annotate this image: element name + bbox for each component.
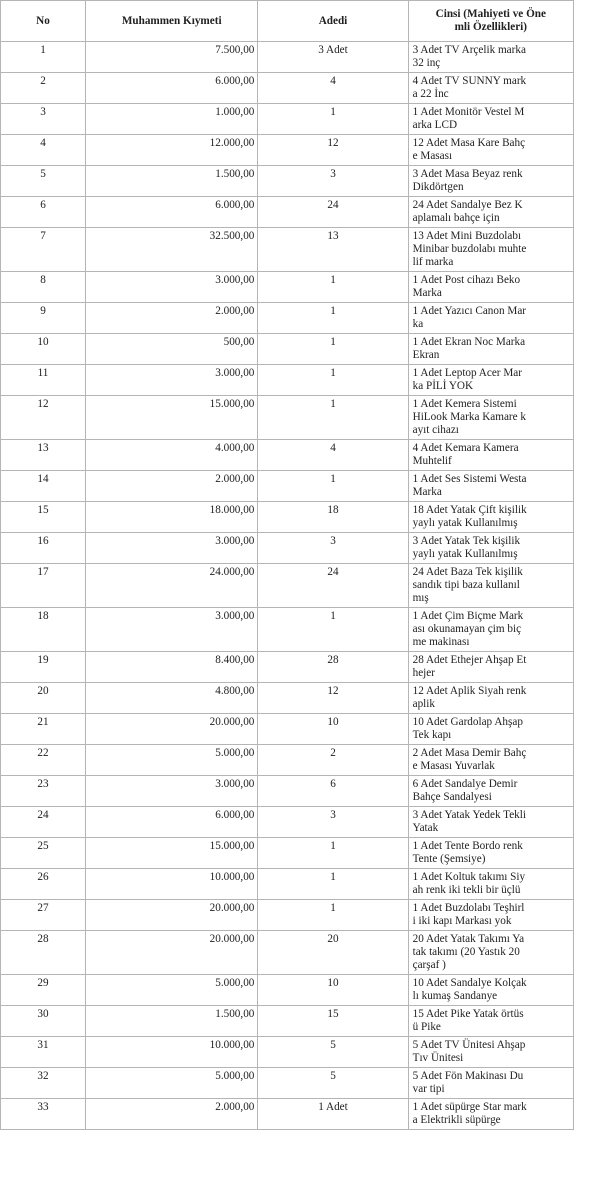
description-line: 13 Adet Mini Buzdolabı	[412, 230, 522, 242]
cell-quantity: 3	[258, 533, 408, 564]
cell-no: 11	[1, 365, 86, 396]
cell-quantity: 1	[258, 471, 408, 502]
description-line: 1 Adet Ekran Noc Marka	[412, 336, 526, 348]
description-line: 1 Adet Buzdolabı Teşhirl	[412, 902, 525, 914]
header-description-line1: Cinsi (Mahiyeti ve Öne	[435, 8, 546, 20]
cell-no: 14	[1, 471, 86, 502]
cell-value: 3.000,00	[86, 533, 258, 564]
description-line: 5 Adet TV Ünitesi Ahşap	[412, 1039, 526, 1051]
table-row	[1, 166, 574, 197]
header-quantity: Adedi	[258, 1, 408, 42]
cell-description	[408, 334, 573, 365]
description-line: 20 Adet Yatak Takımı Ya	[412, 933, 525, 945]
cell-no: 15	[1, 502, 86, 533]
table-row	[1, 1068, 574, 1099]
description-line: 1 Adet Koltuk takımı Siy	[412, 871, 526, 883]
cell-no: 30	[1, 1006, 86, 1037]
cell-value: 32.500,00	[86, 228, 258, 272]
cell-description	[408, 838, 573, 869]
cell-quantity: 6	[258, 776, 408, 807]
description-line: 4 Adet TV SUNNY mark	[412, 75, 527, 87]
table-row	[1, 365, 574, 396]
cell-description	[408, 1006, 573, 1037]
cell-no: 24	[1, 807, 86, 838]
table-row	[1, 533, 574, 564]
description-line: Bahçe Sandalyesi	[412, 791, 492, 803]
table-row	[1, 1006, 574, 1037]
table-row	[1, 104, 574, 135]
cell-quantity: 5	[258, 1068, 408, 1099]
description-line: 10 Adet Sandalye Kolçak	[412, 977, 527, 989]
description-line: 32 inç	[412, 57, 441, 69]
cell-description	[408, 440, 573, 471]
description-line: e Masası	[412, 150, 453, 162]
cell-no: 4	[1, 135, 86, 166]
table-row	[1, 42, 574, 73]
description-line: 1 Adet Kemera Sistemi	[412, 398, 517, 410]
table-row	[1, 334, 574, 365]
cell-quantity: 3	[258, 807, 408, 838]
cell-description	[408, 683, 573, 714]
cell-value: 24.000,00	[86, 564, 258, 608]
cell-value: 3.000,00	[86, 272, 258, 303]
cell-quantity: 3	[258, 166, 408, 197]
description-line: e Masası Yuvarlak	[412, 760, 495, 772]
cell-description	[408, 900, 573, 931]
cell-value: 5.000,00	[86, 975, 258, 1006]
cell-value: 1.500,00	[86, 1006, 258, 1037]
cell-no: 3	[1, 104, 86, 135]
table-header	[1, 1, 574, 42]
cell-value: 10.000,00	[86, 1037, 258, 1068]
cell-description	[408, 42, 573, 73]
description-line: HiLook Marka Kamare k	[412, 411, 526, 423]
cell-quantity: 3 Adet	[258, 42, 408, 73]
description-line: 1 Adet Tente Bordo renk	[412, 840, 523, 852]
cell-quantity: 1 Adet	[258, 1099, 408, 1130]
cell-quantity: 1	[258, 869, 408, 900]
table-row	[1, 502, 574, 533]
cell-no: 27	[1, 900, 86, 931]
description-line: aplik	[412, 698, 435, 710]
cell-description	[408, 652, 573, 683]
cell-value: 7.500,00	[86, 42, 258, 73]
cell-quantity: 1	[258, 900, 408, 931]
table-row	[1, 931, 574, 975]
cell-no: 21	[1, 714, 86, 745]
table-row	[1, 869, 574, 900]
cell-quantity: 2	[258, 745, 408, 776]
table-row	[1, 73, 574, 104]
cell-no: 13	[1, 440, 86, 471]
description-line: sandık tipi baza kullanıl	[412, 579, 520, 591]
description-line: ka PİLİ YOK	[412, 380, 474, 392]
cell-value: 4.800,00	[86, 683, 258, 714]
cell-value: 6.000,00	[86, 197, 258, 228]
cell-quantity: 18	[258, 502, 408, 533]
cell-value: 2.000,00	[86, 303, 258, 334]
description-line: 1 Adet Monitör Vestel M	[412, 106, 525, 118]
cell-no: 16	[1, 533, 86, 564]
cell-description	[408, 303, 573, 334]
cell-description	[408, 104, 573, 135]
description-line: ü Pike	[412, 1021, 441, 1033]
cell-no: 9	[1, 303, 86, 334]
cell-value: 2.000,00	[86, 1099, 258, 1130]
cell-value: 18.000,00	[86, 502, 258, 533]
description-line: 3 Adet Yatak Tek kişilik	[412, 535, 521, 547]
description-line: Marka	[412, 287, 442, 299]
cell-description	[408, 869, 573, 900]
description-line: tak takımı (20 Yastık 20	[412, 946, 520, 958]
description-line: a Elektrikli süpürge	[412, 1114, 501, 1126]
description-line: 24 Adet Sandalye Bez K	[412, 199, 523, 211]
cell-quantity: 15	[258, 1006, 408, 1037]
cell-value: 3.000,00	[86, 608, 258, 652]
description-line: lif marka	[412, 256, 454, 268]
cell-quantity: 1	[258, 303, 408, 334]
table-row	[1, 683, 574, 714]
cell-value: 20.000,00	[86, 714, 258, 745]
table-row	[1, 396, 574, 440]
cell-no: 7	[1, 228, 86, 272]
description-line: me makinası	[412, 636, 470, 648]
description-line: 24 Adet Baza Tek kişilik	[412, 566, 523, 578]
cell-quantity: 5	[258, 1037, 408, 1068]
description-line: i iki kapı Markası yok	[412, 915, 512, 927]
table-row	[1, 272, 574, 303]
description-line: Dikdörtgen	[412, 181, 464, 193]
description-line: 1 Adet Post cihazı Beko	[412, 274, 521, 286]
cell-no: 32	[1, 1068, 86, 1099]
table-body	[1, 42, 574, 1130]
description-line: 4 Adet Kemara Kamera	[412, 442, 519, 454]
cell-description	[408, 1099, 573, 1130]
table-row	[1, 1037, 574, 1068]
cell-no: 10	[1, 334, 86, 365]
cell-description	[408, 975, 573, 1006]
cell-value: 12.000,00	[86, 135, 258, 166]
cell-description	[408, 745, 573, 776]
cell-value: 15.000,00	[86, 396, 258, 440]
description-line: Tıv Ünitesi	[412, 1052, 464, 1064]
description-line: Ekran	[412, 349, 440, 361]
cell-value: 10.000,00	[86, 869, 258, 900]
description-line: 2 Adet Masa Demir Bahç	[412, 747, 527, 759]
cell-description	[408, 272, 573, 303]
description-line: yaylı yatak Kullanılmış	[412, 548, 518, 560]
description-line: 3 Adet Yatak Yedek Tekli	[412, 809, 526, 821]
description-line: aplamalı bahçe için	[412, 212, 500, 224]
description-line: mış	[412, 592, 429, 604]
description-line: var tipi	[412, 1083, 445, 1095]
cell-value: 1.000,00	[86, 104, 258, 135]
cell-no: 26	[1, 869, 86, 900]
cell-quantity: 20	[258, 931, 408, 975]
cell-quantity: 24	[258, 197, 408, 228]
description-line: ah renk iki tekli bir üçlü	[412, 884, 521, 896]
cell-description	[408, 714, 573, 745]
cell-value: 6.000,00	[86, 807, 258, 838]
table-row	[1, 228, 574, 272]
description-line: arka LCD	[412, 119, 458, 131]
description-line: 12 Adet Aplik Siyah renk	[412, 685, 527, 697]
cell-no: 17	[1, 564, 86, 608]
cell-value: 6.000,00	[86, 73, 258, 104]
cell-no: 25	[1, 838, 86, 869]
cell-no: 1	[1, 42, 86, 73]
header-description-line2: mli Özellikleri)	[454, 21, 527, 33]
description-line: hejer	[412, 667, 435, 679]
cell-quantity: 1	[258, 272, 408, 303]
description-line: 28 Adet Ethejer Ahşap Et	[412, 654, 527, 666]
cell-quantity: 1	[258, 396, 408, 440]
cell-no: 23	[1, 776, 86, 807]
description-line: Tek kapı	[412, 729, 452, 741]
cell-quantity: 12	[258, 683, 408, 714]
description-line: 3 Adet Masa Beyaz renk	[412, 168, 523, 180]
table-row	[1, 471, 574, 502]
cell-no: 2	[1, 73, 86, 104]
table-row	[1, 135, 574, 166]
cell-quantity: 1	[258, 365, 408, 396]
table-row	[1, 197, 574, 228]
cell-no: 33	[1, 1099, 86, 1130]
description-line: 1 Adet süpürge Star mark	[412, 1101, 527, 1113]
cell-description	[408, 228, 573, 272]
cell-description	[408, 807, 573, 838]
cell-quantity: 13	[258, 228, 408, 272]
table-row	[1, 1099, 574, 1130]
cell-quantity: 12	[258, 135, 408, 166]
cell-description	[408, 502, 573, 533]
description-line: Muhtelif	[412, 455, 452, 467]
description-line: Yatak	[412, 822, 439, 834]
cell-value: 20.000,00	[86, 900, 258, 931]
cell-description	[408, 197, 573, 228]
description-line: Marka	[412, 486, 442, 498]
description-line: ayıt cihazı	[412, 424, 459, 436]
cell-quantity: 1	[258, 838, 408, 869]
table-row	[1, 564, 574, 608]
description-line: 5 Adet Fön Makinası Du	[412, 1070, 524, 1082]
cell-description	[408, 533, 573, 564]
table-row	[1, 608, 574, 652]
table-row	[1, 975, 574, 1006]
description-line: 10 Adet Gardolap Ahşap	[412, 716, 523, 728]
cell-quantity: 1	[258, 334, 408, 365]
cell-no: 5	[1, 166, 86, 197]
cell-description	[408, 931, 573, 975]
description-line: 18 Adet Yatak Çift kişilik	[412, 504, 527, 516]
table-row	[1, 714, 574, 745]
cell-no: 8	[1, 272, 86, 303]
cell-value: 3.000,00	[86, 365, 258, 396]
cell-description	[408, 135, 573, 166]
cell-no: 19	[1, 652, 86, 683]
description-line: 6 Adet Sandalye Demir	[412, 778, 518, 790]
cell-value: 500,00	[86, 334, 258, 365]
cell-description	[408, 1068, 573, 1099]
description-line: yaylı yatak Kullanılmış	[412, 517, 518, 529]
table-row	[1, 900, 574, 931]
cell-quantity: 4	[258, 440, 408, 471]
cell-no: 28	[1, 931, 86, 975]
cell-description	[408, 471, 573, 502]
header-description	[408, 1, 573, 42]
cell-description	[408, 166, 573, 197]
cell-value: 15.000,00	[86, 838, 258, 869]
cell-quantity: 28	[258, 652, 408, 683]
table-row	[1, 838, 574, 869]
cell-no: 18	[1, 608, 86, 652]
cell-quantity: 4	[258, 73, 408, 104]
description-line: ka	[412, 318, 424, 330]
cell-description	[408, 73, 573, 104]
cell-no: 31	[1, 1037, 86, 1068]
cell-no: 6	[1, 197, 86, 228]
header-value: Muhammen Kıymeti	[86, 1, 258, 42]
header-row	[1, 1, 574, 42]
description-line: ası okunamayan çim biç	[412, 623, 522, 635]
table-row	[1, 303, 574, 334]
cell-description	[408, 396, 573, 440]
description-line: 1 Adet Leptop Acer Mar	[412, 367, 522, 379]
cell-description	[408, 564, 573, 608]
cell-no: 20	[1, 683, 86, 714]
cell-description	[408, 776, 573, 807]
table-row	[1, 652, 574, 683]
cell-value: 5.000,00	[86, 1068, 258, 1099]
cell-value: 2.000,00	[86, 471, 258, 502]
description-line: Tente (Şemsiye)	[412, 853, 486, 865]
cell-no: 12	[1, 396, 86, 440]
cell-description	[408, 365, 573, 396]
cell-value: 4.000,00	[86, 440, 258, 471]
description-line: çarşaf )	[412, 959, 446, 971]
description-line: 1 Adet Ses Sistemi Westa	[412, 473, 527, 485]
table-row	[1, 776, 574, 807]
cell-value: 1.500,00	[86, 166, 258, 197]
header-no: No	[1, 1, 86, 42]
cell-quantity: 10	[258, 714, 408, 745]
description-line: a 22 İnc	[412, 88, 449, 100]
cell-quantity: 1	[258, 104, 408, 135]
cell-quantity: 1	[258, 608, 408, 652]
table-row	[1, 440, 574, 471]
cell-description	[408, 608, 573, 652]
cell-value: 8.400,00	[86, 652, 258, 683]
description-line: 12 Adet Masa Kare Bahç	[412, 137, 526, 149]
description-line: 15 Adet Pike Yatak örtüs	[412, 1008, 524, 1020]
cell-quantity: 10	[258, 975, 408, 1006]
description-line: 3 Adet TV Arçelik marka	[412, 44, 526, 56]
cell-description	[408, 1037, 573, 1068]
description-line: Minibar buzdolabı muhte	[412, 243, 527, 255]
cell-value: 3.000,00	[86, 776, 258, 807]
cell-quantity: 24	[258, 564, 408, 608]
description-line: 1 Adet Çim Biçme Mark	[412, 610, 524, 622]
cell-value: 5.000,00	[86, 745, 258, 776]
table-row	[1, 807, 574, 838]
cell-no: 22	[1, 745, 86, 776]
table-row	[1, 745, 574, 776]
description-line: 1 Adet Yazıcı Canon Mar	[412, 305, 527, 317]
cell-value: 20.000,00	[86, 931, 258, 975]
description-line: lı kumaş Sandanye	[412, 990, 498, 1002]
cell-no: 29	[1, 975, 86, 1006]
